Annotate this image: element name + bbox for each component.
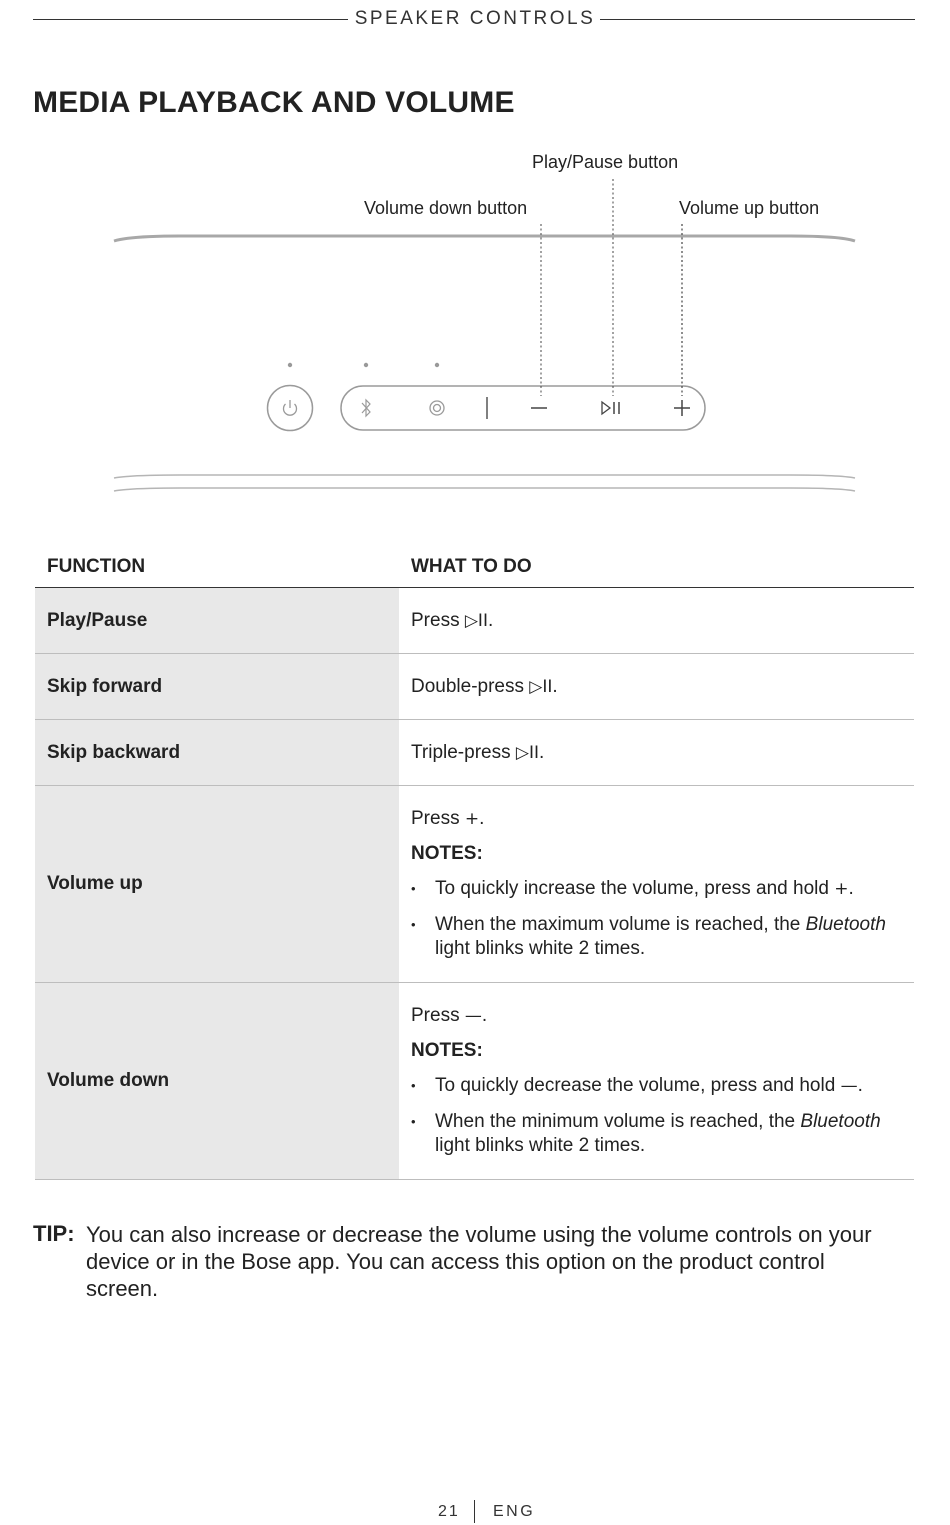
power-light-icon xyxy=(288,363,292,367)
callout-volume-down: Volume down button xyxy=(364,198,528,218)
language-label: ENG xyxy=(493,1503,536,1520)
notes-label: NOTES: xyxy=(411,1040,483,1061)
speaker-diagram-svg xyxy=(0,0,950,520)
bluetooth-light-icon xyxy=(364,363,368,367)
tip-label: TIP: xyxy=(33,1221,75,1246)
notes-list xyxy=(411,1074,902,1158)
function-cell: Volume down xyxy=(35,983,399,1180)
footer-separator xyxy=(474,1500,475,1523)
function-cell: Skip forward xyxy=(35,654,399,720)
tip-text: You can also increase or decrease the volume using the volume controls on your device or in the Bose app. You can access this option on the product control screen. xyxy=(86,1222,872,1301)
control-strip xyxy=(341,386,705,430)
play-pause-symbol: ▷II xyxy=(464,610,488,631)
table-row xyxy=(35,786,914,983)
speaker-top-edge xyxy=(114,236,855,241)
table-header-row xyxy=(35,549,914,588)
action-cell: Press —. NOTES: • To quickly decrease the volume, press and hold —. • When the minimum volume is reached, the Bluetooth light blinks white 2 times. xyxy=(399,983,914,1180)
column-header-function: FUNCTION xyxy=(35,549,399,588)
notes-list xyxy=(411,877,902,961)
table-row xyxy=(35,654,914,720)
list-item: • When the maximum volume is reached, the Bluetooth light blinks white 2 times. xyxy=(411,913,902,961)
function-cell: Play/Pause xyxy=(35,588,399,654)
page-number: 21 xyxy=(438,1503,460,1520)
table-row xyxy=(35,720,914,786)
page-title: MEDIA PLAYBACK AND VOLUME xyxy=(33,86,515,119)
list-item: • To quickly increase the volume, press and hold +. xyxy=(411,877,902,901)
table-row xyxy=(35,588,914,654)
action-light-icon xyxy=(435,363,439,367)
controls-table xyxy=(35,549,914,1180)
action-cell: Double-press ▷II. xyxy=(399,654,914,720)
minus-symbol: — xyxy=(464,1006,482,1026)
plus-symbol: + xyxy=(464,809,480,829)
play-pause-symbol: ▷II xyxy=(515,742,539,763)
table-row xyxy=(35,983,914,1180)
function-cell: Volume up xyxy=(35,786,399,983)
play-pause-symbol: ▷II xyxy=(529,676,553,697)
action-cell: Triple-press ▷II. xyxy=(399,720,914,786)
list-item: • To quickly decrease the volume, press and hold —. xyxy=(411,1074,902,1098)
speaker-base-edge xyxy=(114,488,855,491)
notes-label: NOTES: xyxy=(411,843,483,864)
function-cell: Skip backward xyxy=(35,720,399,786)
list-item: • When the minimum volume is reached, the Bluetooth light blinks white 2 times. xyxy=(411,1110,902,1158)
action-cell: Press +. NOTES: • To quickly increase the volume, press and hold +. • When the maximum volume is reached, the Bluetooth light blinks white 2 times. xyxy=(399,786,914,983)
speaker-bottom-edge xyxy=(114,475,855,478)
callout-play-pause: Play/Pause button xyxy=(532,152,679,172)
callout-volume-up: Volume up button xyxy=(679,198,820,218)
section-header: SPEAKER CONTROLS xyxy=(354,8,596,29)
column-header-what-to-do: WHAT TO DO xyxy=(399,549,914,588)
power-button xyxy=(268,386,313,431)
action-cell: Press ▷II. xyxy=(399,588,914,654)
